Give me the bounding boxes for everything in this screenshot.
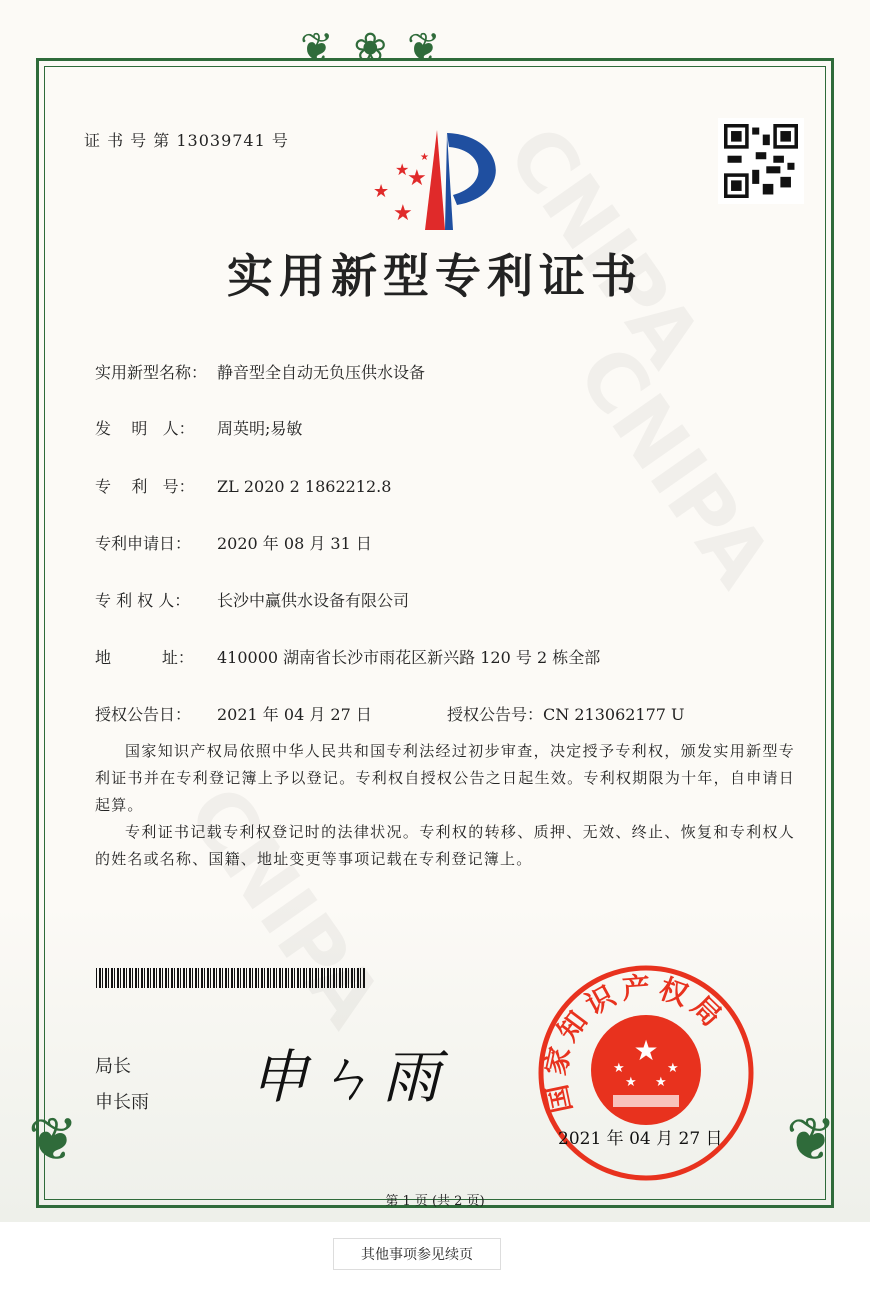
field-announcement-number: 授权公告号：CN 213062177 U — [447, 705, 685, 724]
svg-text:★: ★ — [373, 181, 390, 202]
field-application-date: 专利申请日： 2020 年 08 月 31 日 — [95, 534, 372, 553]
corner-ornament-right-icon: ❦ — [786, 1105, 837, 1175]
field-address: 地 址： 410000 湖南省长沙市雨花区新兴路 120 号 2 栋全部 — [95, 648, 601, 667]
svg-text:★: ★ — [633, 1034, 659, 1067]
certificate-statement: 国家知识产权局依照中华人民共和国专利法经过初步审查，决定授予专利权，颁发实用新型专利证书并在专利登记簿上予以登记。专利权自授权公告之日起生效。专利权期限为十年，自申请日起算。 专利证书记载专利权登记时的法律状况。专利权的转移、质押、无效、终止、恢复和专利权人的姓名或名称、国籍、地址变更等事项记载在专利登记簿上。 — [95, 742, 795, 868]
field-patent-number: 专 利 号： ZL 2020 2 1862212.8 — [95, 477, 392, 496]
cnipa-logo-icon — [365, 125, 515, 230]
page-title: 实用新型专利证书 — [227, 249, 643, 303]
signatory-title: 局长 — [95, 1056, 131, 1077]
field-utility-model-name: 实用新型名称： 静音型全自动无负压供水设备 — [95, 363, 426, 382]
svg-text:★: ★ — [667, 1061, 679, 1076]
field-patentee: 专 利 权 人： 长沙中赢供水设备有限公司 — [95, 591, 410, 610]
field-grant-date: 授权公告日： 2021 年 04 月 27 日 — [95, 705, 372, 724]
svg-text:★: ★ — [625, 1075, 637, 1090]
svg-text:★: ★ — [395, 160, 410, 179]
top-ornament-icon: ❦❀❦ — [300, 25, 461, 71]
svg-text:★: ★ — [613, 1061, 625, 1076]
corner-ornament-left-icon: ❦ — [28, 1105, 79, 1175]
barcode — [96, 968, 366, 988]
seal-date: 2021 年 04 月 27 日 — [558, 1129, 723, 1149]
continuation-note: 其他事项参见续页 — [333, 1238, 501, 1270]
certificate-number: 证 书 号 第 13039741 号 — [84, 131, 289, 150]
svg-text:★: ★ — [407, 166, 427, 191]
svg-text:★: ★ — [655, 1075, 667, 1090]
official-seal — [533, 960, 759, 1186]
field-inventor: 发 明 人： 周英明;易敏 — [95, 419, 303, 438]
svg-text:★: ★ — [393, 201, 413, 226]
signatory-name: 申长雨 — [95, 1092, 149, 1113]
handwritten-signature: 申ㄣ雨 — [250, 1043, 449, 1111]
qr-code — [718, 118, 804, 204]
page-number: 第 1 页 (共 2 页) — [385, 1194, 485, 1209]
svg-text:★: ★ — [420, 152, 429, 163]
svg-text:国家知识产权局: 国家知识产权局 — [538, 970, 733, 1116]
